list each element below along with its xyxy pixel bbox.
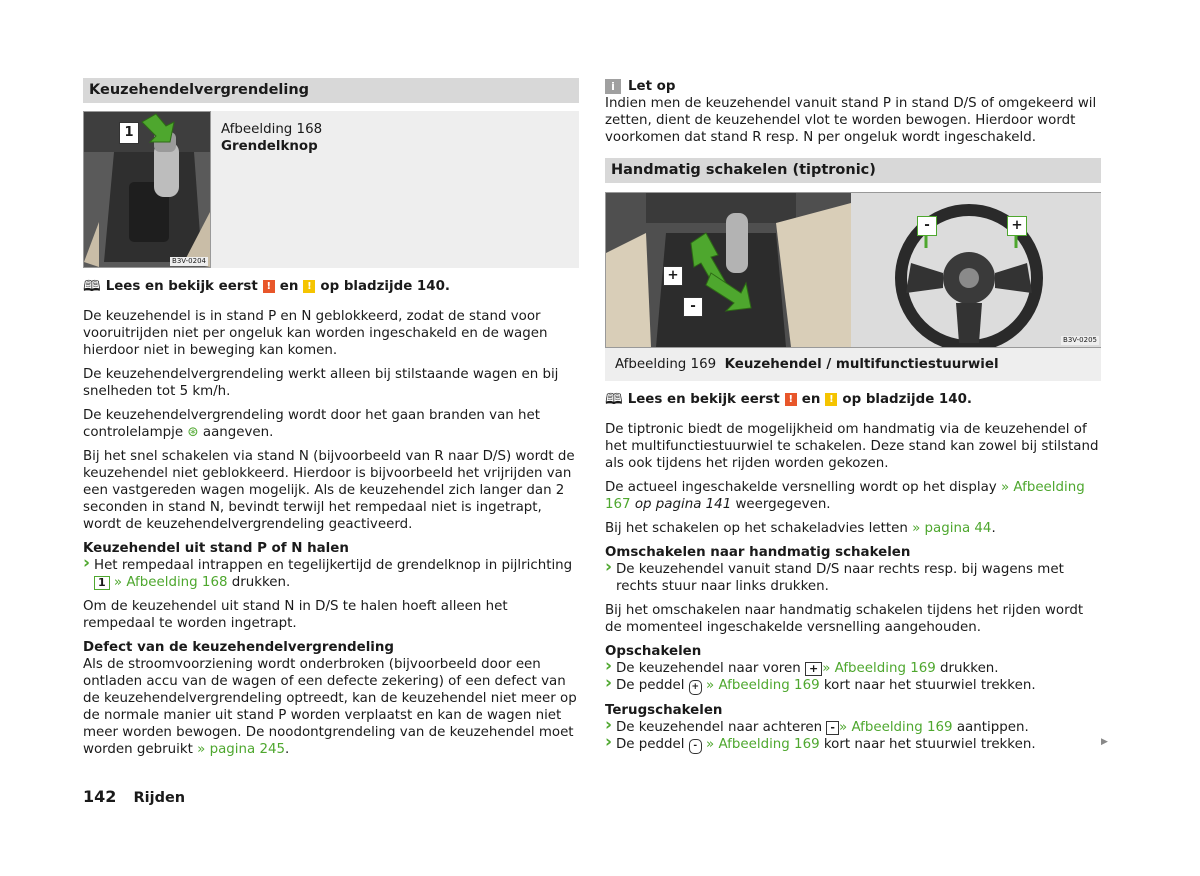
paragraph-text: .: [991, 521, 996, 536]
figure-169-selector-image: [606, 193, 851, 347]
figure-169: [605, 192, 1101, 381]
note-box: [605, 78, 1101, 146]
control-lamp-icon: ⊛: [187, 425, 199, 440]
steering-wheel-illustration: [851, 193, 1101, 347]
minus-callout: -: [683, 297, 703, 317]
chapter-name: Rijden: [133, 790, 186, 806]
figure-link[interactable]: » Afbeelding 169: [822, 661, 936, 676]
list-item-text: De peddel: [616, 678, 685, 693]
page-footer: [83, 787, 185, 806]
list-item-text: De keuzehendel naar voren: [616, 661, 801, 676]
plus-callout: +: [663, 266, 683, 286]
paragraph: Bij het snel schakelen via stand N (bijvoorbeeld van R naar D/S) wordt de keuzehendel niet geblokkeerd. Hierdoor is bijvoorbeeld het vrijrijden van een vastgereden wagen mogelijk. Als de keuzehendel zich langer dan 2 seconden in stand N, bevindt terwijl het rempedaal niet is ingetrapt, wordt de keuzehendelvergrendeling geactiveerd.: [83, 449, 575, 532]
figure-169-caption: [605, 348, 1101, 381]
section-heading-keuzehendelvergrendeling: Keuzehendelvergrendeling: [83, 78, 579, 103]
read-first-note: [605, 391, 1101, 408]
figure-169-label: Afbeelding 169: [615, 357, 717, 372]
list-item: [83, 557, 579, 591]
plus-key-icon: +: [805, 662, 822, 676]
paragraph-text: Bij het schakelen op het schakeladvies letten: [605, 521, 908, 536]
figure-168-callout: 1: [119, 122, 139, 144]
figure-169-title: Keuzehendel / multifunctiestuurwiel: [724, 357, 999, 372]
selector-lever-illustration: [606, 193, 851, 347]
paragraph-text: De actueel ingeschakelde versnelling wordt op het display: [605, 480, 997, 495]
figure-168: [83, 111, 579, 268]
gear-selector-illustration: [84, 112, 210, 267]
paragraph: Bij het omschakelen naar handmatig schakelen tijdens het rijden wordt de momenteel ingeschakelde versnelling aangehouden.: [605, 603, 1084, 635]
list-item: › De keuzehendel vanuit stand D/S naar rechts resp. bij wagens met rechts stuur naar links drukken.: [605, 561, 1101, 595]
page-ref: op pagina 141: [634, 497, 732, 512]
list-item: [605, 736, 1101, 754]
left-column: [83, 78, 579, 765]
right-column: [605, 78, 1101, 754]
read-prefix: Lees en bekijk eerst: [105, 279, 258, 294]
paragraph: De keuzehendel is in stand P en N geblokkeerd, zodat de stand voor vooruitrijden niet per ongeluk kan worden ingeschakeld en de wagen hierdoor niet in beweging kan komen.: [83, 309, 548, 358]
read-suffix: op bladzijde 140.: [842, 392, 972, 407]
paragraph: [605, 479, 1101, 513]
subheading: Keuzehendel uit stand P of N halen: [83, 541, 349, 556]
paragraph-text: aangeven.: [202, 425, 274, 440]
paragraph: Om de keuzehendel uit stand N in D/S te halen hoeft alleen het rempedaal te worden ingetrapt.: [83, 599, 508, 631]
page-link[interactable]: » pagina 245: [197, 742, 286, 757]
list-item-text: Het rempedaal intrappen en tegelijkertijd de grendelknop in pijlrichting: [94, 558, 573, 573]
book-icon: 🕮: [605, 390, 623, 408]
info-icon: i: [605, 79, 621, 94]
subheading: Terugschakelen: [605, 703, 723, 718]
note-title: Let op: [628, 79, 676, 94]
subheading: Omschakelen naar handmatig schakelen: [605, 545, 911, 560]
list-item-text: De keuzehendel naar achteren: [616, 720, 823, 735]
figure-link[interactable]: » Afbeelding 169: [839, 720, 953, 735]
paddle-plus-icon: +: [689, 680, 702, 695]
figure-link[interactable]: » Afbeelding 169: [706, 737, 820, 752]
page-link[interactable]: » pagina 44: [912, 521, 992, 536]
figure-169-images: [605, 192, 1101, 348]
page-number: 142: [83, 787, 117, 806]
figure-169-steering-wheel-image: [851, 193, 1101, 347]
figure-168-label: Afbeelding 168: [221, 122, 323, 137]
paragraph: De keuzehendelvergrendeling werkt alleen bij stilstaande wagen en bij snelheden tot 5 km/h.: [83, 367, 559, 399]
paragraph-text: weergegeven.: [735, 497, 831, 512]
paragraph: [605, 520, 1101, 537]
read-prefix: Lees en bekijk eerst: [627, 392, 780, 407]
subheading: Opschakelen: [605, 644, 702, 659]
continue-triangle-icon: ▶: [1101, 737, 1108, 747]
paddle-minus-icon: -: [689, 739, 702, 754]
plus-callout: +: [1007, 216, 1027, 236]
paragraph: De tiptronic biedt de mogelijkheid om handmatig via de keuzehendel of het multifunctiestuurwiel te schakelen. Deze stand kan zowel bij stilstand als ook tijdens het rijden worden gekozen.: [605, 422, 1099, 471]
callout-reference: 1: [94, 576, 110, 590]
subheading: Defect van de keuzehendelvergrendeling: [83, 640, 395, 655]
warning-yellow-icon: !: [825, 393, 837, 406]
book-icon: 🕮: [83, 277, 101, 295]
figure-168-caption: [211, 111, 322, 268]
warning-yellow-icon: !: [303, 280, 315, 293]
warning-red-icon: !: [263, 280, 275, 293]
paragraph: [83, 407, 579, 441]
list-item-text: aantippen.: [956, 720, 1029, 735]
list-item-text: drukken.: [231, 575, 291, 590]
figure-168-title: Grendelknop: [221, 139, 318, 154]
list-item-text: De peddel: [616, 737, 685, 752]
read-mid: en: [801, 392, 821, 407]
list-item: [605, 660, 1101, 677]
warning-red-icon: !: [785, 393, 797, 406]
note-header: [605, 78, 1101, 95]
list-item-text: kort naar het stuurwiel trekken.: [823, 678, 1036, 693]
figure-link[interactable]: » Afbeelding 167: [605, 480, 1085, 512]
note-text: Indien men de keuzehendel vanuit stand P in stand D/S of omgekeerd wil zetten, dient de keuzehendel vlot te worden bewogen. Hierdoor wordt voorkomen dat stand R resp. N per ongeluk wordt ingeschakeld.: [605, 96, 1097, 145]
figure-168-image: [83, 111, 211, 268]
read-first-note: [83, 278, 579, 295]
paragraph-text: .: [285, 742, 290, 757]
paragraph: [83, 656, 579, 758]
figure-link[interactable]: » Afbeelding 169: [706, 678, 820, 693]
list-item: [605, 677, 1101, 695]
paragraph-text: Als de stroomvoorziening wordt onderbroken (bijvoorbeeld door een ontladen accu van de wagen of een defecte zekering) of een defect van de keuzehendelvergrendeling optreedt, kan de keuzehendel niet meer op de normale manier uit stand P worden verplaatst en kan de wagen niet meer worden bewogen. De noodontgrendeling van de keuzehendel moet worden gebruikt: [83, 657, 577, 757]
figure-169-code: B3V-0205: [1063, 336, 1097, 344]
figure-link[interactable]: » Afbeelding 168: [113, 575, 228, 590]
read-mid: en: [279, 279, 299, 294]
read-suffix: op bladzijde 140.: [320, 279, 450, 294]
list-item: [605, 719, 1101, 736]
minus-callout: -: [917, 216, 937, 236]
list-item-text: drukken.: [940, 661, 999, 676]
figure-168-code: B3V-0204: [172, 257, 206, 265]
minus-key-icon: -: [826, 721, 839, 735]
list-item-text: kort naar het stuurwiel trekken.: [823, 737, 1036, 752]
paragraph-text: De keuzehendelvergrendeling wordt door het gaan branden van het controlelampje: [83, 408, 541, 440]
section-heading-tiptronic: Handmatig schakelen (tiptronic): [605, 158, 1101, 183]
